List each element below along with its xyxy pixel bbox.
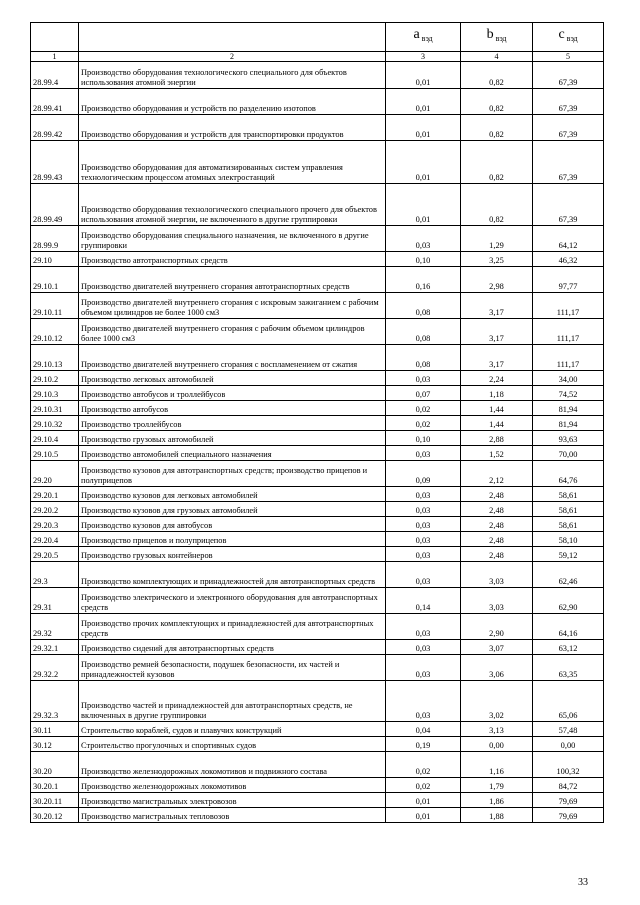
coefficient-b: 0,82 (461, 184, 533, 226)
coefficient-c: 58,61 (533, 487, 604, 502)
table-row (31, 293, 604, 319)
coefficient-c: 97,77 (533, 267, 604, 293)
coefficient-b: 3,03 (461, 588, 533, 614)
coefficient-c: 65,06 (533, 681, 604, 722)
coefficient-c: 46,32 (533, 252, 604, 267)
okved-code: 29.32.3 (31, 681, 79, 722)
table-row (31, 446, 604, 461)
coefficient-c: 62,90 (533, 588, 604, 614)
coefficient-c: 67,39 (533, 62, 604, 89)
coefficient-c: 63,12 (533, 640, 604, 655)
coefficient-a: 0,08 (386, 319, 461, 345)
coefficient-a: 0,03 (386, 532, 461, 547)
coefficient-a: 0,01 (386, 793, 461, 808)
table-row (31, 89, 604, 115)
table-row (31, 184, 604, 226)
coefficient-b: 1,16 (461, 752, 533, 778)
coefficient-c: 58,61 (533, 517, 604, 532)
activity-name: Производство грузовых автомобилей (79, 431, 386, 446)
table-row (31, 588, 604, 614)
table-row (31, 386, 604, 401)
activity-name: Производство троллейбусов (79, 416, 386, 431)
header-name-cell (79, 23, 386, 52)
table-row (31, 226, 604, 252)
coefficient-c: 58,61 (533, 502, 604, 517)
activity-name: Производство комплектующих и принадлежностей для автотранспортных средств (79, 562, 386, 588)
coefficient-c: 100,32 (533, 752, 604, 778)
okved-code: 29.10.12 (31, 319, 79, 345)
activity-name: Производство магистральных электровозов (79, 793, 386, 808)
okved-code: 30.20.1 (31, 778, 79, 793)
coefficient-a: 0,03 (386, 614, 461, 640)
table-row (31, 681, 604, 722)
coefficient-a: 0,01 (386, 89, 461, 115)
okved-code: 28.99.42 (31, 115, 79, 141)
okved-code: 29.10 (31, 252, 79, 267)
activity-name: Строительство прогулочных и спортивных судов (79, 737, 386, 752)
table-row (31, 517, 604, 532)
table-row (31, 532, 604, 547)
coefficient-b: 2,24 (461, 371, 533, 386)
column-index: 2 (79, 52, 386, 62)
activity-name: Производство двигателей внутреннего сгорания с воспламенением от сжатия (79, 345, 386, 371)
coefficient-c: 67,39 (533, 115, 604, 141)
activity-name: Производство ремней безопасности, подушек безопасности, их частей и принадлежностей кузовов (79, 655, 386, 681)
coefficient-c: 79,69 (533, 793, 604, 808)
coefficient-b: 3,17 (461, 345, 533, 371)
okved-code: 29.10.11 (31, 293, 79, 319)
coefficient-b: 2,48 (461, 517, 533, 532)
okved-code: 29.10.4 (31, 431, 79, 446)
coefficient-a: 0,03 (386, 487, 461, 502)
table-row (31, 141, 604, 184)
table-row (31, 562, 604, 588)
column-index: 5 (533, 52, 604, 62)
okved-code: 28.99.41 (31, 89, 79, 115)
coefficient-a: 0,03 (386, 640, 461, 655)
coefficient-b: 1,79 (461, 778, 533, 793)
okved-code: 29.31 (31, 588, 79, 614)
coefficient-b: 2,48 (461, 502, 533, 517)
okved-code: 29.10.5 (31, 446, 79, 461)
okved-code: 29.20.1 (31, 487, 79, 502)
coefficient-a: 0,07 (386, 386, 461, 401)
table-row (31, 614, 604, 640)
coefficient-a: 0,01 (386, 62, 461, 89)
okved-code: 29.10.13 (31, 345, 79, 371)
coefficient-c: 74,52 (533, 386, 604, 401)
okved-code: 30.20 (31, 752, 79, 778)
coefficient-a: 0,03 (386, 517, 461, 532)
coefficient-c: 67,39 (533, 141, 604, 184)
okved-code: 30.20.12 (31, 808, 79, 823)
coefficient-c: 63,35 (533, 655, 604, 681)
okved-code: 29.32 (31, 614, 79, 640)
coefficient-b: 2,48 (461, 487, 533, 502)
table-row (31, 252, 604, 267)
table-row (31, 808, 604, 823)
coefficient-b: 1,29 (461, 226, 533, 252)
header-a: a $_{вэд}$ (386, 23, 461, 52)
table-row (31, 267, 604, 293)
coefficient-a: 0,02 (386, 752, 461, 778)
okved-code: 29.20.4 (31, 532, 79, 547)
okved-code: 28.99.4 (31, 62, 79, 89)
activity-name: Производство оборудования для автоматизированных систем управления технологическим процессом атомных электростанций (79, 141, 386, 184)
okved-code: 29.3 (31, 562, 79, 588)
activity-name: Производство железнодорожных локомотивов и подвижного состава (79, 752, 386, 778)
coefficient-a: 0,03 (386, 547, 461, 562)
coefficient-a: 0,19 (386, 737, 461, 752)
okved-code: 29.32.2 (31, 655, 79, 681)
coefficient-c: 64,16 (533, 614, 604, 640)
column-index: 3 (386, 52, 461, 62)
table-row (31, 722, 604, 737)
coefficient-a: 0,03 (386, 371, 461, 386)
coefficient-a: 0,03 (386, 562, 461, 588)
coefficient-b: 1,86 (461, 793, 533, 808)
activity-name: Производство легковых автомобилей (79, 371, 386, 386)
activity-name: Производство двигателей внутреннего сгорания с искровым зажиганием с рабочим объемом цилиндров не более 1000 см3 (79, 293, 386, 319)
activity-name: Производство железнодорожных локомотивов (79, 778, 386, 793)
coefficient-c: 67,39 (533, 89, 604, 115)
activity-name: Производство грузовых контейнеров (79, 547, 386, 562)
coefficient-c: 57,48 (533, 722, 604, 737)
coefficient-c: 81,94 (533, 416, 604, 431)
okved-code: 30.20.11 (31, 793, 79, 808)
coefficient-c: 59,12 (533, 547, 604, 562)
activity-name: Производство сидений для автотранспортных средств (79, 640, 386, 655)
column-index-row (31, 52, 604, 62)
okved-code: 29.20.3 (31, 517, 79, 532)
coefficient-b: 2,88 (461, 431, 533, 446)
activity-name: Строительство кораблей, судов и плавучих конструкций (79, 722, 386, 737)
activity-name: Производство кузовов для грузовых автомобилей (79, 502, 386, 517)
activity-name: Производство автобусов и троллейбусов (79, 386, 386, 401)
coefficient-c: 81,94 (533, 401, 604, 416)
coefficient-a: 0,02 (386, 416, 461, 431)
coefficient-c: 64,76 (533, 461, 604, 487)
activity-name: Производство прочих комплектующих и принадлежностей для автотранспортных средств (79, 614, 386, 640)
okved-code: 29.32.1 (31, 640, 79, 655)
coefficients-table (30, 22, 604, 823)
coefficient-c: 67,39 (533, 184, 604, 226)
coefficient-b: 3,07 (461, 640, 533, 655)
coefficient-b: 1,44 (461, 416, 533, 431)
activity-name: Производство оборудования технологического специального прочего для объектов использования атомной энергии, не включенного в другие группировки (79, 184, 386, 226)
coefficient-c: 58,10 (533, 532, 604, 547)
coefficient-b: 2,98 (461, 267, 533, 293)
activity-name: Производство оборудования и устройств по разделению изотопов (79, 89, 386, 115)
activity-name: Производство автомобилей специального назначения (79, 446, 386, 461)
coefficient-b: 2,12 (461, 461, 533, 487)
okved-code: 29.10.3 (31, 386, 79, 401)
coefficient-a: 0,03 (386, 681, 461, 722)
coefficient-c: 111,17 (533, 293, 604, 319)
table-row (31, 547, 604, 562)
activity-name: Производство кузовов для автобусов (79, 517, 386, 532)
coefficient-c: 84,72 (533, 778, 604, 793)
okved-code: 29.10.1 (31, 267, 79, 293)
column-index: 1 (31, 52, 79, 62)
activity-name: Производство электрического и электронного оборудования для автотранспортных средств (79, 588, 386, 614)
coefficient-c: 111,17 (533, 345, 604, 371)
activity-name: Производство магистральных тепловозов (79, 808, 386, 823)
okved-code: 28.99.43 (31, 141, 79, 184)
coefficient-b: 0,82 (461, 115, 533, 141)
coefficient-a: 0,01 (386, 115, 461, 141)
coefficient-a: 0,02 (386, 778, 461, 793)
table-row (31, 655, 604, 681)
table-row (31, 115, 604, 141)
coefficient-b: 2,48 (461, 532, 533, 547)
coefficient-c: 62,46 (533, 562, 604, 588)
table-row (31, 502, 604, 517)
activity-name: Производство кузовов для легковых автомобилей (79, 487, 386, 502)
coefficient-a: 0,16 (386, 267, 461, 293)
coefficient-b: 1,88 (461, 808, 533, 823)
coefficient-b: 3,25 (461, 252, 533, 267)
coefficient-a: 0,01 (386, 141, 461, 184)
coefficient-b: 3,17 (461, 319, 533, 345)
coefficient-c: 111,17 (533, 319, 604, 345)
activity-name: Производство двигателей внутреннего сгорания с рабочим объемом цилиндров более 1000 см3 (79, 319, 386, 345)
coefficient-a: 0,10 (386, 252, 461, 267)
header-b: b $_{вэд}$ (461, 23, 533, 52)
coefficient-a: 0,03 (386, 655, 461, 681)
table-row (31, 319, 604, 345)
okved-code: 29.20 (31, 461, 79, 487)
coefficient-c: 70,00 (533, 446, 604, 461)
page-number: 33 (578, 877, 588, 888)
table-row (31, 345, 604, 371)
coefficient-a: 0,03 (386, 226, 461, 252)
coefficient-a: 0,01 (386, 808, 461, 823)
activity-name: Производство оборудования и устройств для транспортировки продуктов (79, 115, 386, 141)
header-code-cell (31, 23, 79, 52)
okved-code: 30.12 (31, 737, 79, 752)
okved-code: 29.20.2 (31, 502, 79, 517)
coefficient-a: 0,08 (386, 293, 461, 319)
coefficient-a: 0,09 (386, 461, 461, 487)
header-c: c $_{вэд}$ (533, 23, 604, 52)
coefficient-a: 0,01 (386, 184, 461, 226)
coefficient-b: 3,13 (461, 722, 533, 737)
coefficient-c: 79,69 (533, 808, 604, 823)
table-row (31, 401, 604, 416)
coefficient-a: 0,03 (386, 502, 461, 517)
table-row (31, 371, 604, 386)
table-row (31, 461, 604, 487)
activity-name: Производство автобусов (79, 401, 386, 416)
coefficient-b: 3,17 (461, 293, 533, 319)
activity-name: Производство оборудования специального назначения, не включенного в другие группировки (79, 226, 386, 252)
column-index: 4 (461, 52, 533, 62)
table-row (31, 793, 604, 808)
coefficient-b: 3,06 (461, 655, 533, 681)
okved-code: 29.10.31 (31, 401, 79, 416)
coefficient-b: 0,82 (461, 141, 533, 184)
coefficient-a: 0,08 (386, 345, 461, 371)
table-row (31, 752, 604, 778)
coefficient-b: 2,90 (461, 614, 533, 640)
okved-code: 29.10.2 (31, 371, 79, 386)
coefficient-c: 64,12 (533, 226, 604, 252)
activity-name: Производство частей и принадлежностей для автотранспортных средств, не включенных в другие группировки (79, 681, 386, 722)
okved-code: 29.10.32 (31, 416, 79, 431)
okved-code: 29.20.5 (31, 547, 79, 562)
coefficient-a: 0,14 (386, 588, 461, 614)
coefficient-c: 93,63 (533, 431, 604, 446)
table-row (31, 62, 604, 89)
table-header-row (31, 23, 604, 52)
okved-code: 28.99.49 (31, 184, 79, 226)
coefficient-a: 0,03 (386, 446, 461, 461)
coefficient-b: 3,03 (461, 562, 533, 588)
coefficient-a: 0,10 (386, 431, 461, 446)
table-row (31, 640, 604, 655)
coefficient-a: 0,04 (386, 722, 461, 737)
table-row (31, 778, 604, 793)
coefficient-b: 0,82 (461, 89, 533, 115)
coefficient-b: 0,00 (461, 737, 533, 752)
table-row (31, 737, 604, 752)
coefficient-c: 34,00 (533, 371, 604, 386)
table-row (31, 487, 604, 502)
coefficient-b: 2,48 (461, 547, 533, 562)
activity-name: Производство оборудования технологического специального для объектов использования атомной энергии (79, 62, 386, 89)
coefficient-b: 1,18 (461, 386, 533, 401)
activity-name: Производство кузовов для автотранспортных средств; производство прицепов и полуприцепов (79, 461, 386, 487)
table-row (31, 416, 604, 431)
okved-code: 28.99.9 (31, 226, 79, 252)
coefficient-b: 3,02 (461, 681, 533, 722)
coefficient-c: 0,00 (533, 737, 604, 752)
table-row (31, 431, 604, 446)
coefficient-b: 0,82 (461, 62, 533, 89)
activity-name: Производство прицепов и полуприцепов (79, 532, 386, 547)
activity-name: Производство автотранспортных средств (79, 252, 386, 267)
activity-name: Производство двигателей внутреннего сгорания автотранспортных средств (79, 267, 386, 293)
okved-code: 30.11 (31, 722, 79, 737)
coefficient-b: 1,44 (461, 401, 533, 416)
coefficient-b: 1,52 (461, 446, 533, 461)
coefficient-a: 0,02 (386, 401, 461, 416)
